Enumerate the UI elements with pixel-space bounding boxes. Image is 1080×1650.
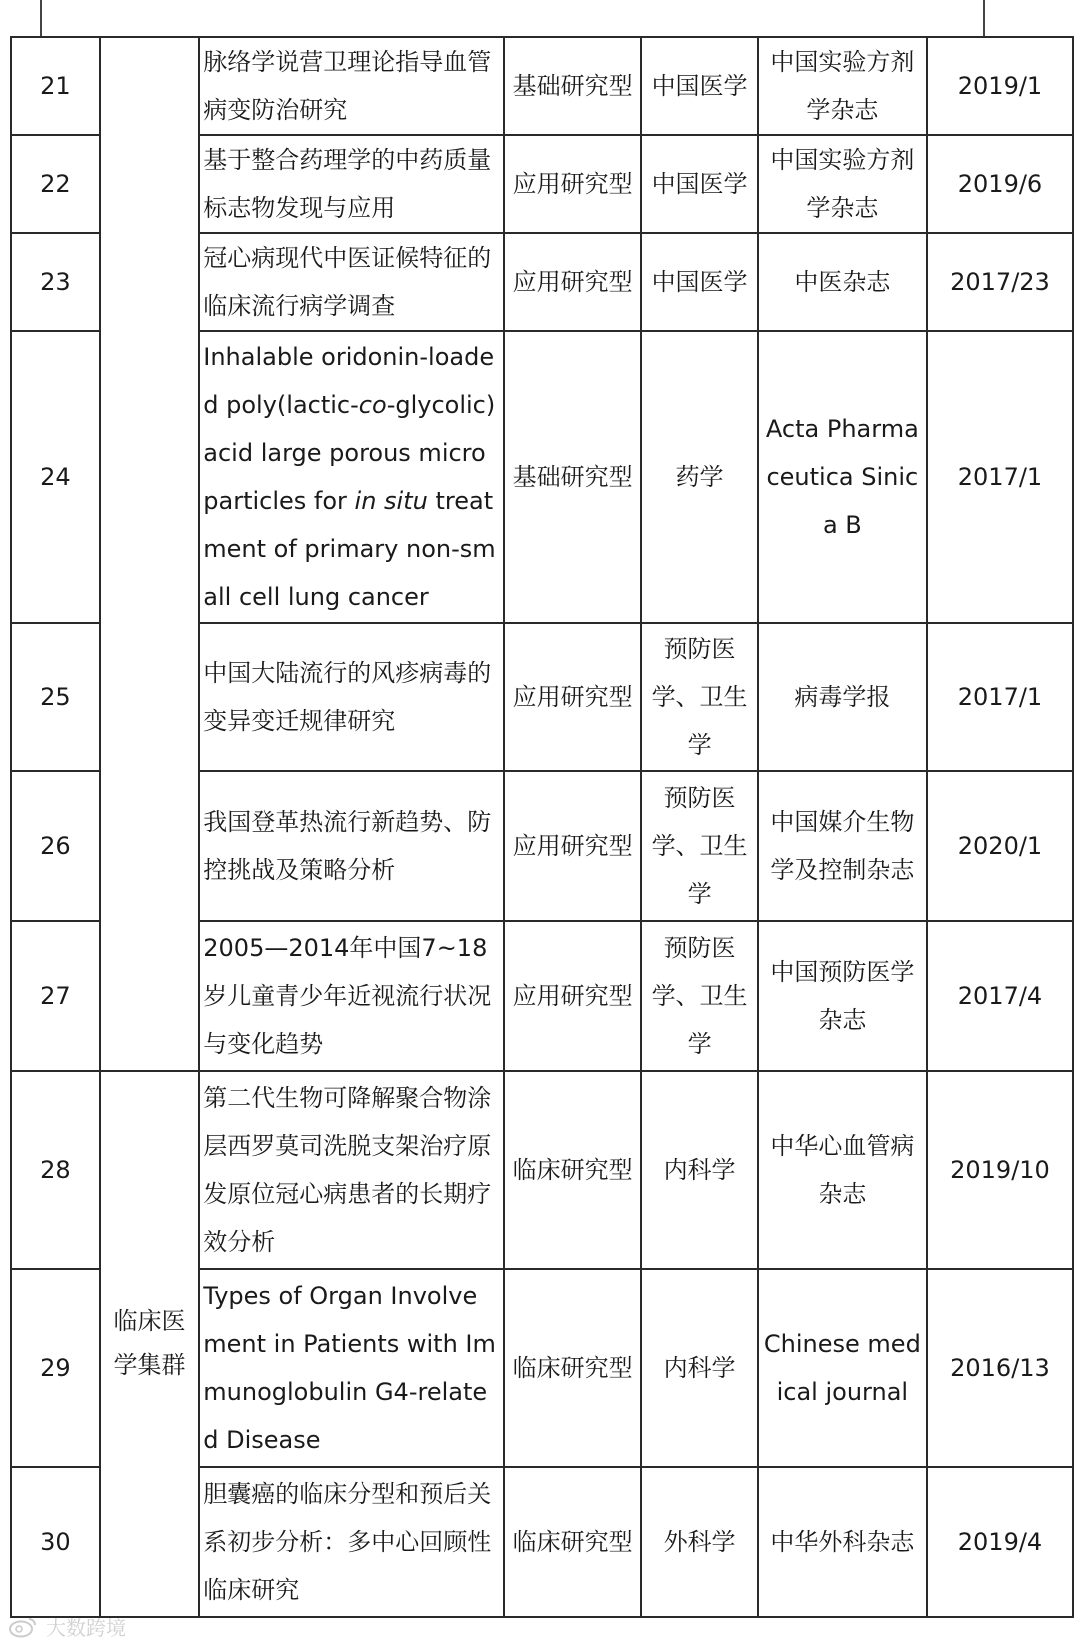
subject-field: 预防医学、卫生学 [641,921,757,1071]
research-type: 临床研究型 [504,1071,642,1269]
paper-title-part: Inhalable oridonin-loaded poly(lactic- [203,343,495,419]
paper-title-italic: co [358,391,387,419]
research-type: 基础研究型 [504,331,642,623]
publish-issue: 2019/4 [927,1467,1073,1617]
publish-issue: 2019/6 [927,135,1073,233]
subject-field: 中国医学 [641,37,757,135]
paper-title: 中国大陆流行的风疹病毒的变异变迁规律研究 [199,623,504,771]
research-type: 应用研究型 [504,623,642,771]
row-number: 25 [11,623,100,771]
journal-name: 中华外科杂志 [758,1467,927,1617]
paper-title: Types of Organ Involvement in Patients with Immunoglobulin G4-related Disease [199,1269,504,1467]
journal-name: 中华心血管病杂志 [758,1071,927,1269]
paper-title: 胆囊癌的临床分型和预后关系初步分析：多中心回顾性临床研究 [199,1467,504,1617]
journal-name: 中国实验方剂学杂志 [758,135,927,233]
paper-title [199,331,504,623]
subject-field: 外科学 [641,1467,757,1617]
subject-field: 药学 [641,331,757,623]
research-type: 临床研究型 [504,1269,642,1467]
table-border-line [983,0,985,36]
subject-field: 中国医学 [641,135,757,233]
research-type: 应用研究型 [504,233,642,331]
research-type: 临床研究型 [504,1467,642,1617]
paper-title: 冠心病现代中医证候特征的临床流行病学调查 [199,233,504,331]
publish-issue: 2019/10 [927,1071,1073,1269]
cluster-label: 临床医学集群 [113,1307,186,1379]
subject-field: 中国医学 [641,233,757,331]
journal-name: 中国预防医学杂志 [758,921,927,1071]
row-number: 28 [11,1071,100,1269]
paper-title-part: -glycolic) acid large porous microparticles for [203,391,496,515]
watermark [8,1612,126,1641]
paper-title: 2005—2014年中国7~18岁儿童青少年近视流行状况与变化趋势 [199,921,504,1071]
publish-issue: 2020/1 [927,771,1073,921]
paper-title: 第二代生物可降解聚合物涂层西罗莫司洗脱支架治疗原发原位冠心病患者的长期疗效分析 [199,1071,504,1269]
row-number: 23 [11,233,100,331]
publish-issue: 2019/1 [927,37,1073,135]
weibo-logo-icon [8,1616,38,1638]
research-type: 应用研究型 [504,771,642,921]
previous-page-strip [0,0,1080,36]
table-border-line [40,0,42,36]
publish-issue: 2016/13 [927,1269,1073,1467]
row-number: 29 [11,1269,100,1467]
row-number: 26 [11,771,100,921]
research-type: 应用研究型 [504,135,642,233]
paper-title-italic: in situ [354,487,428,515]
publish-issue: 2017/1 [927,623,1073,771]
journal-name: Chinese medical journal [758,1269,927,1467]
paper-title-part: treatment of primary non-small cell lung cancer [203,487,496,611]
journal-name: 中医杂志 [758,233,927,331]
journal-name: 中国媒介生物学及控制杂志 [758,771,927,921]
cluster-cell-empty [100,37,199,1071]
subject-field: 内科学 [641,1269,757,1467]
row-number: 21 [11,37,100,135]
watermark-text: 大数跨境 [46,1616,126,1640]
journal-name: 病毒学报 [758,623,927,771]
publish-issue: 2017/1 [927,331,1073,623]
research-type: 应用研究型 [504,921,642,1071]
table-row [11,1071,1073,1269]
row-number: 30 [11,1467,100,1617]
subject-field: 内科学 [641,1071,757,1269]
paper-title: 我国登革热流行新趋势、防控挑战及策略分析 [199,771,504,921]
subject-field: 预防医学、卫生学 [641,771,757,921]
row-number: 24 [11,331,100,623]
paper-title: 基于整合药理学的中药质量标志物发现与应用 [199,135,504,233]
journal-name: 中国实验方剂学杂志 [758,37,927,135]
publish-issue: 2017/4 [927,921,1073,1071]
paper-title: 脉络学说营卫理论指导血管病变防治研究 [199,37,504,135]
publish-issue: 2017/23 [927,233,1073,331]
cluster-cell [100,1071,199,1617]
table-row [11,37,1073,135]
paper-list-table [10,36,1074,1618]
row-number: 22 [11,135,100,233]
research-type: 基础研究型 [504,37,642,135]
subject-field: 预防医学、卫生学 [641,623,757,771]
row-number: 27 [11,921,100,1071]
journal-name: Acta Pharmaceutica Sinica B [758,331,927,623]
